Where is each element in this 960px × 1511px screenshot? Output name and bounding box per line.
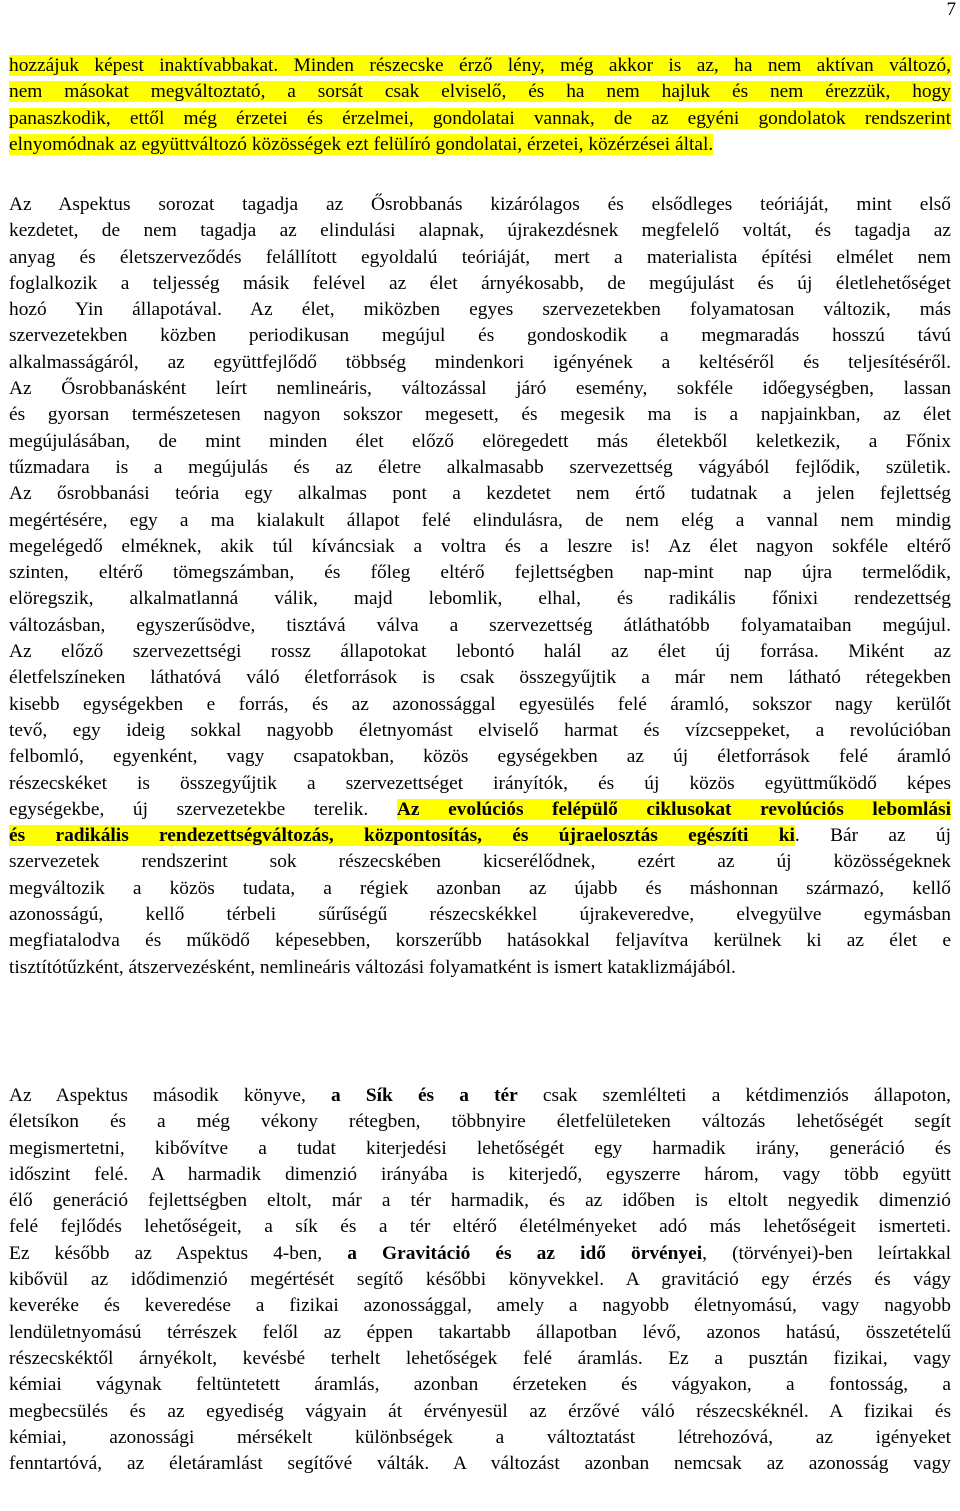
text-line: alkalmasságáról, az együttfejlődő többség mindenkori igényének a keltéséről és teljesítéséről. [9,351,951,373]
book-title-sik-es-ter: a Sík és a tér [330,1085,518,1106]
highlighted-bold-text: Az evolúciós felépülő ciklusokat revolúciós lebomlási [396,798,951,820]
normal-text: csak szemlélteti a kétdimenziós állapoton, [517,1085,951,1106]
text-line: megfiatalodva és működő képesebben, korszerűbb hatásokkal feljavítva kerülnek ki az élet e [9,930,951,952]
highlighted-text: elnyomódnak az együttváltozó közösségek ezt felülíró gondolatai, érzetei, közérzései által. [9,133,714,155]
paragraph-aspektus-series [9,192,951,981]
text-line: szinten, eltérő tömegszámban, és főleg eltérő fejlettségben nap-mint nap újra termelődik, [9,562,951,584]
text-line: hozó Yin állapotával. Az élet, miközben egyes szervezetekben folyamatosan változik, más [9,299,951,321]
text-line: lendületnyomású térrészek felől az éppen takartabb állapotban lévő, azonos hatású, összetételű [9,1321,951,1343]
normal-text: egységekbe, új szervezetekbe terelik. [9,798,397,820]
text-line: Az ősrobbanási teória egy alkalmas pont a kezdetet nem értő tudatnak a jelen fejlettség [9,483,951,505]
text-line: kémiai vágynak feltüntetett áramlás, azonban érzeteken és vágyakon, a fontosság, a [9,1374,951,1396]
text-line: kémiai, azonossági mérsékelt különbségek a változtatást létrehozóvá, az igényeket [9,1426,951,1448]
text-line: kisebb egységekben e forrás, és az azonossággal egyesülés felé áramló, sokszor nagy kerülőt [9,693,951,715]
text-line: azonosságú, kellő térbeli sűrűségű részecskékkel újrakeveredve, elvegyülve egymásban [9,904,951,926]
text-line [9,797,951,823]
text-line: megváltozik a közös tudata, a régiek azonban az újabb és máshonnan származó, kellő [9,877,951,899]
text-line: megújulásában, de mint minden élet előző elöregedett más életekből keletkezik, a Főnix [9,430,951,452]
text-line: életfelszíneken láthatóvá váló életforrások is csak összegyűjtik a már nem látható rétegekben [9,667,951,689]
text-line: tűzmadara is a megújulás és az életre alkalmasabb szervezettség vágyából fejlődik, születik. [9,456,951,478]
text-line: és gyorsan természetesen nagyon sokszor megesett, és megesik ma is a napjainkban, az élet [9,404,951,426]
book-title-gravitacio: a Gravitáció és az idő örvényei [347,1242,703,1264]
text-line: időszint felé. A harmadik dimenzió irányába is kiterjedő, egyszerre három, vagy több együtt [9,1163,951,1185]
text-line: keveréke és keveredése a fizikai azonossággal, amely a nagyobb életnyomású, vagy nagyobb [9,1295,951,1317]
highlighted-text: nem másokat megváltoztató, a sorsát csak elviselő, és ha nem hajluk és nem érezzük, hogy [9,81,951,103]
text-line: foglalkozik a teljesség másik felével az élet árnyékosabb, de megújulást és új életlehetőséget [9,272,951,294]
text-line: szervezetek rendszerint sok részecskében kicserélődnek, ezért az új közösségeknek [9,851,951,873]
highlighted-text: hozzájuk képest inaktívabbakat. Minden részecske érző lény, még akkor is az, ha nem aktívan változó, [9,55,951,76]
paragraph-highlighted-intro [9,53,951,158]
text-line: fenntartóvá, az életáramlást segítővé válták. A változást azonban nemcsak az azonosság vagy [9,1453,951,1475]
normal-text: Az Aspektus második könyve, [9,1085,331,1106]
text-line: életsíkon és a még vékony rétegben, többnyire életfelületeken változás lehetőségét segít [9,1111,951,1133]
text-line: tevő, egy ideig sokkal nagyobb életnyomást elviselő harmat és vízcseppeket, a revolúcióban [9,719,951,741]
text-line: élő generáció fejlettségben eltolt, már a tér harmadik, és az időben is eltolt negyedik dimenzió [9,1190,951,1212]
highlighted-bold-text: és radikális rendezettségváltozás, központosítás, és újraelosztás egészíti ki [9,825,795,847]
text-line: részecskéktől árnyékolt, kevésbé terhelt lehetőségek felé áramlás. Ez a pusztán fizikai, vagy [9,1347,951,1369]
text-line: anyag és életszerveződés felállított egyoldalú teóriáját, mert a materialista építési elmélet nem [9,246,951,268]
text-line: megismertetni, kibővítve a tudat kiterjedési lehetőségét egy harmadik irány, generáció és [9,1137,951,1159]
normal-text: , (törvényei)-ben leírtakkal [702,1242,951,1264]
text-line: megelégedő elméknek, akik túl kíváncsiak a voltra és a leszre is! Az élet nagyon sokféle eltérő [9,535,951,557]
text-line: elöregszik, alkalmatlanná válik, majd lebomlik, elhal, és radikális főnixi rendezettség [9,588,951,610]
text-line [9,1241,951,1267]
text-line: változásban, egyszerűsödve, tisztává válva a szervezettség átláthatóbb folyamataiban megújul. [9,614,951,636]
text-line: részecskéket is összegyűjtik a szervezettséget irányítók, és új közös együttműködő képes [9,772,951,794]
text-line: kezdetet, de nem tagadja az elindulási alapnak, újrakezdésnek megfelelő voltát, és tagadja az [9,220,951,242]
text-line [9,106,951,132]
text-line: kibővül az idődimenzió megértését segítő későbbi könyvekkel. A gravitáció egy érzés és vágy [9,1269,951,1291]
text-line: Az Aspektus sorozat tagadja az Ősrobbanás kizárólagos és elsődleges teóriáját, mint első [9,194,951,215]
text-line: felé fejlődés lehetőségeit, a sík és a tér eltérő életélményeket adó más lehetőségeit ismerteti. [9,1216,951,1238]
text-line: tisztítótűzként, átszervezésként, nemlineáris változási folyamatként is ismert kataklizmájából. [9,956,736,978]
text-line: szervezetekben közben periodikusan megújul és gondoskodik a megmaradás hosszú távú [9,325,951,347]
text-line: megértésére, egy a ma kialakult állapot felé elindulásra, de nem elég a vannal nem mindig [9,509,951,531]
normal-text: Ez később az Aspektus 4-ben, [9,1242,348,1264]
normal-text: . Bár az új [794,825,951,847]
page-number: 7 [946,0,956,20]
text-line [9,79,951,105]
text-line: felbomló, egyenként, vagy csapatokban, közös egységekben az új életforrások felé áramló [9,746,951,768]
text-line [9,132,951,158]
text-line: megbecsülés és az egyediség vágyain át érvényesül az érzővé váló részecskéknél. A fizikai és [9,1400,951,1422]
highlighted-text: panaszkodik, ettől még érzetei és érzelmei, gondolatai vannak, de az egyéni gondolatok rendszerint [9,107,951,129]
paragraph-second-book [9,1083,951,1477]
text-line: Az Ősrobbanásként leírt nemlineáris, változással járó esemény, sokféle időegységben, lassan [9,378,951,400]
text-line [9,1083,951,1109]
text-line [9,823,951,849]
text-line [9,53,951,79]
text-line: Az előző szervezettségi rossz állapotokat lebontó halál az élet új forrása. Miként az [9,641,951,663]
